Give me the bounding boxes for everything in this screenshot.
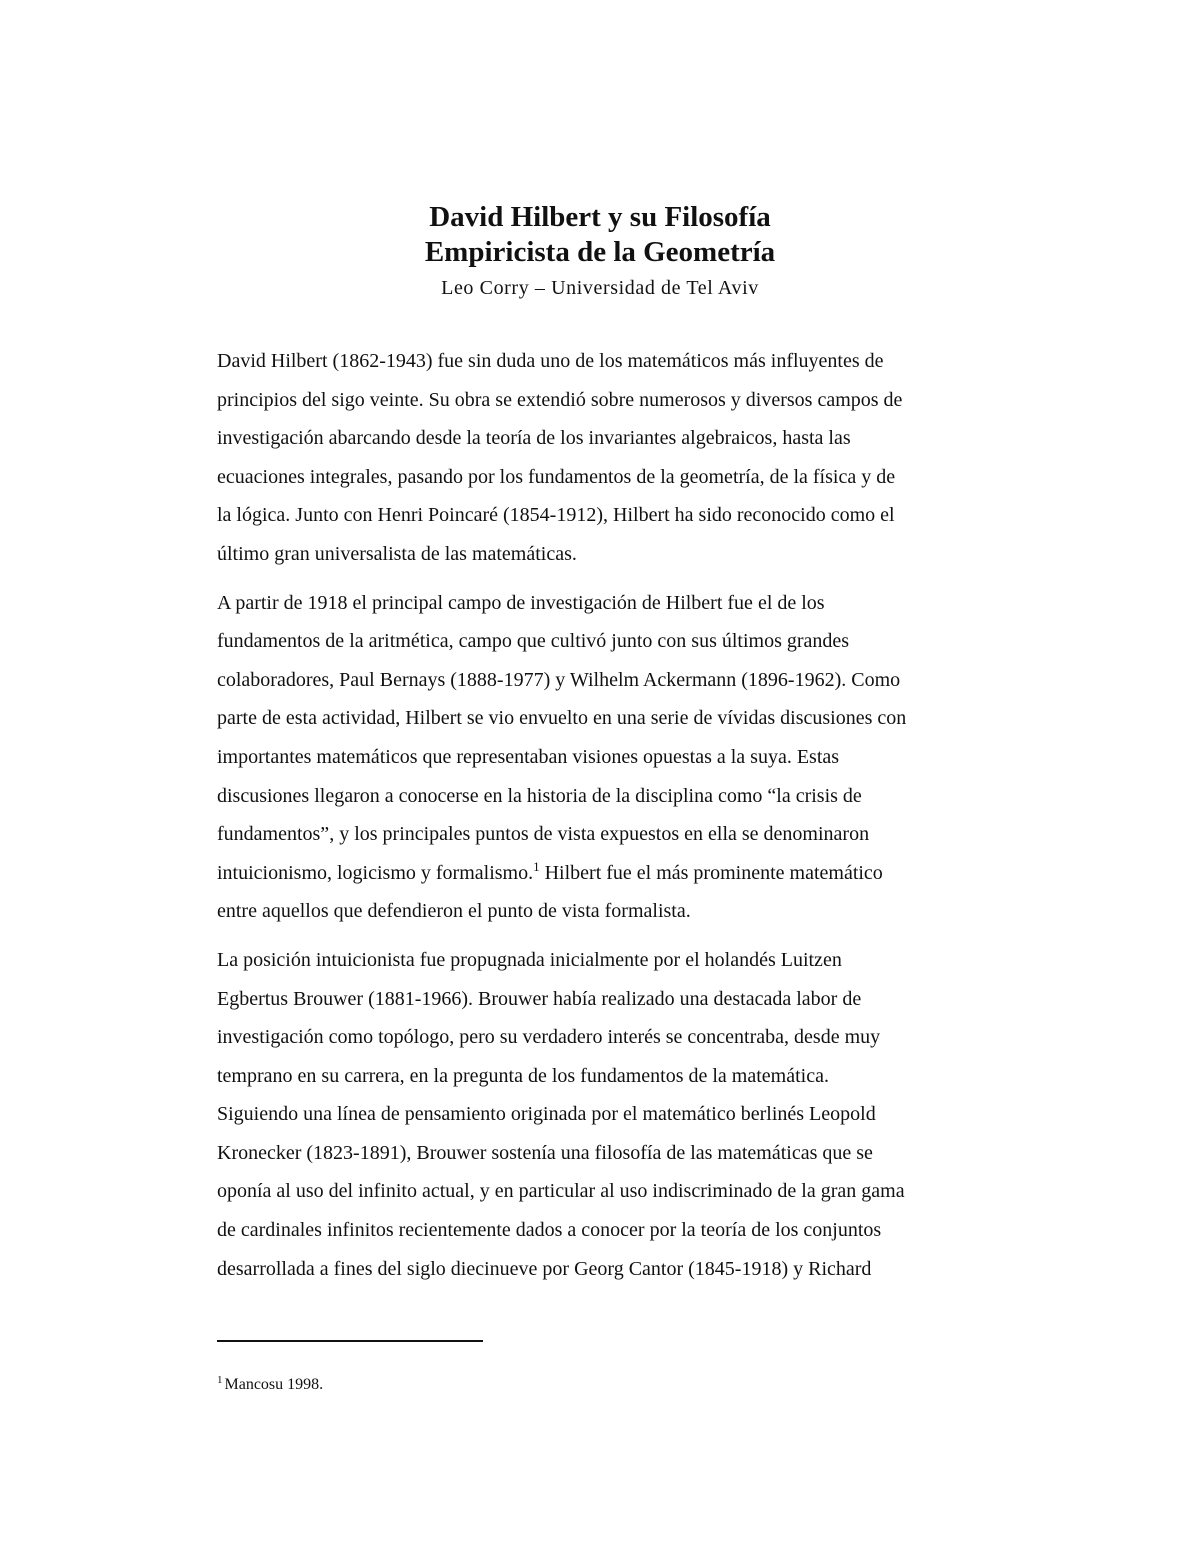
text-line-with-footnote	[217, 854, 983, 893]
footnote-separator	[217, 1340, 483, 1342]
text-line: desarrollada a fines del siglo diecinueve por Georg Cantor (1845-1918) y Richard	[217, 1257, 872, 1280]
footnote-ref-marker[interactable]: 1	[533, 858, 540, 874]
text-line: fundamentos de la aritmética, campo que cultivó junto con sus últimos grandes	[217, 630, 850, 653]
author-line: Leo Corry – Universidad de Tel Aviv	[441, 277, 759, 299]
text-line: fundamentos”, y los principales puntos de vista expuestos en ella se denominaron	[217, 823, 870, 846]
paragraph-1	[217, 342, 983, 574]
text-line: temprano en su carrera, en la pregunta de los fundamentos de la matemática.	[217, 1064, 829, 1087]
text-line: La posición intuicionista fue propugnada inicialmente por el holandés Luitzen	[217, 948, 842, 971]
text-line: investigación abarcando desde la teoría de los invariantes algebraicos, hasta las	[217, 427, 851, 450]
text-line: Siguiendo una línea de pensamiento originada por el matemático berlinés Leopold	[217, 1103, 876, 1126]
text-line: entre aquellos que defendieron el punto de vista formalista.	[217, 900, 691, 923]
text-line: de cardinales infinitos recientemente dados a conocer por la teoría de los conjuntos	[217, 1219, 882, 1242]
text-line: importantes matemáticos que representaban visiones opuestas a la suya. Estas	[217, 745, 840, 768]
text-line: A partir de 1918 el principal campo de investigación de Hilbert fue el de los	[217, 591, 825, 614]
paragraph-2	[217, 584, 983, 931]
text-line: colaboradores, Paul Bernays (1888-1977) y Wilhelm Ackermann (1896-1962). Como	[217, 668, 901, 691]
text-line: oponía al uso del infinito actual, y en particular al uso indiscriminado de la gran gama	[217, 1180, 905, 1203]
text-line: Kronecker (1823-1891), Brouwer sostenía una filosofía de las matemáticas que se	[217, 1141, 873, 1164]
text-line: la lógica. Junto con Henri Poincaré (1854-1912), Hilbert ha sido reconocido como el	[217, 504, 895, 527]
text-line: discusiones llegaron a conocerse en la historia de la disciplina como “la crisis de	[217, 784, 862, 807]
text-line: parte de esta actividad, Hilbert se vio envuelto en una serie de vívidas discusiones con	[217, 707, 907, 730]
title-line-2: Empiricista de la Geometría	[424, 236, 776, 268]
footnote	[217, 1374, 323, 1396]
text-line: principios del sigo veinte. Su obra se extendió sobre numerosos y diversos campos de	[217, 388, 903, 411]
footnote-text: Mancosu 1998.	[224, 1376, 324, 1393]
text-line: Egbertus Brouwer (1881-1966). Brouwer había realizado una destacada labor de	[217, 987, 862, 1010]
footnote-marker: 1	[217, 1374, 223, 1386]
text-line: David Hilbert (1862-1943) fue sin duda uno de los matemáticos más influyentes de	[217, 350, 884, 372]
paragraph-3	[217, 941, 983, 1288]
text-segment: intuicionismo, logicismo y formalismo.	[217, 861, 534, 884]
text-segment: Hilbert fue el más prominente matemático	[539, 861, 883, 884]
body-text	[217, 342, 983, 1298]
title-block	[0, 200, 1200, 302]
text-line: ecuaciones integrales, pasando por los fundamentos de la geometría, de la física y de	[217, 465, 896, 488]
text-line: último gran universalista de las matemáticas.	[217, 542, 577, 565]
text-line: investigación como topólogo, pero su verdadero interés se concentraba, desde muy	[217, 1026, 881, 1049]
title-line-1: David Hilbert y su Filosofía	[429, 201, 771, 233]
